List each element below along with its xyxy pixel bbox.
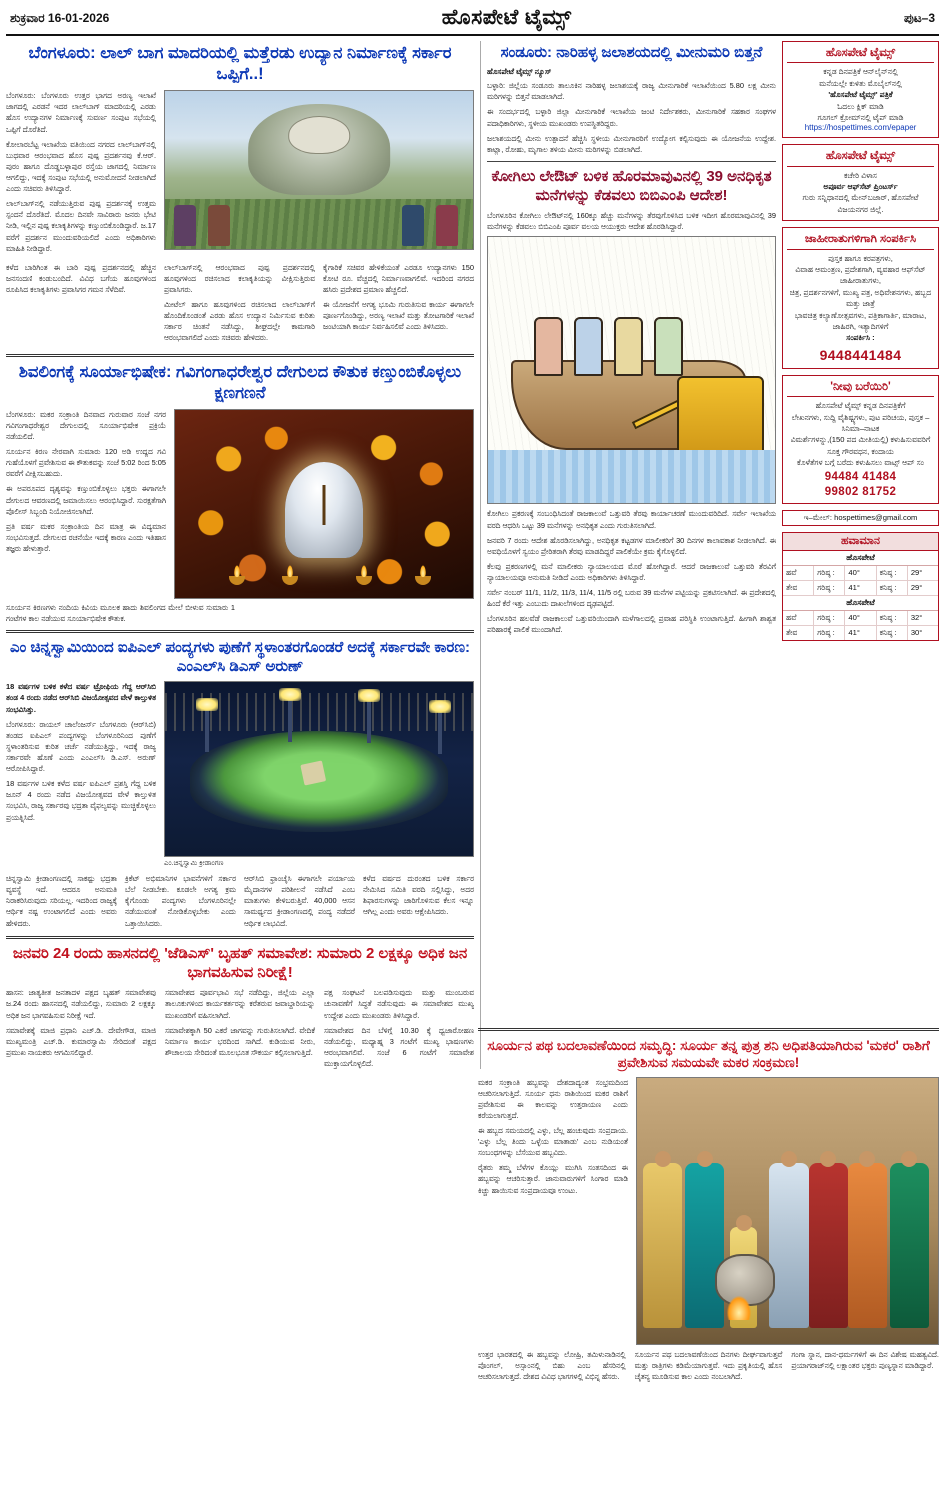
weather-row-min-value: 30° <box>910 628 923 638</box>
headline-ipl: ಎಂ ಚಿನ್ನಸ್ವಾಮಿಯಿಂದ ಐಪಿಎಲ್ ಪಂದ್ಯಗಳು ಪುಣೆಗೆ ಸ್ಥಳಾಂತರಗೊಂಡರೆ ಅದಕ್ಕೆ ಸರ್ಕಾರವೇ ಕಾರಣ: ಎಂಎಲ್‌ಸಿ ಡಿಎಸ್ ಅರುಣ್ <box>10 638 470 676</box>
ipl-p1: ಬೆಂಗಳೂರು: ರಾಯಲ್ ಚಾಲೆಂಜರ್ಸ್ ಬೆಂಗಳೂರು (ಆರ್‌ಸಿಬಿ) ತಂಡದ ಐಪಿಎಲ್ ಪಂದ್ಯಗಳನ್ನು ಬೆಂಗಳೂರಿನಿಂದ ಪುಣೆಗೆ ಸ್ಥಳಾಂತರಿಸುವ ಕುರಿತ ಚರ್ಚೆ ನಡೆಯುತ್ತಿದ್ದು, ಇದಕ್ಕೆ ರಾಜ್ಯ ಸರ್ಕಾರವೇ ಹೊಣೆ ಎಂದು ಎಂಎಲ್‌ಸಿ ಡಿ.ಎಸ್. ಅರುಣ್ ಆರೋಪಿಸಿದ್ದಾರೆ. <box>6 719 156 774</box>
lalbagh-text-col3 <box>323 262 474 348</box>
sankranti-p1: ಮಕರ ಸಂಕ್ರಾಂತಿ ಹಬ್ಬವನ್ನು ದೇಶದಾದ್ಯಂತ ಸಂಭ್ರಮದಿಂದ ಆಚರಿಸಲಾಗುತ್ತಿದೆ. ಸೂರ್ಯ ಧನು ರಾಶಿಯಿಂದ ಮಕರ ರಾಶಿಗೆ ಪ್ರವೇಶಿಸುವ ಈ ಕಾಲವನ್ನು ಉತ್ತರಾಯಣ ಎಂದು ಕರೆಯಲಾಗುತ್ತದೆ. <box>478 1077 628 1120</box>
headline-sankranti: ಸೂರ್ಯನ ಪಥ ಬದಲಾವಣೆಯಿಂದ ಸಮೃದ್ಧಿ: ಸೂರ್ಯ ತನ್ನ ಪುತ್ರ ಶನಿ ಅಧಿಪತಿಯಾಗಿರುವ 'ಮಕರ' ರಾಶಿಗೆ ಪ್ರವೇಶಿಸುವ ಸಮಯವೇ ಮಕರ ಸಂಕ್ರಮಣ! <box>487 1038 930 1071</box>
article-sanduru <box>487 43 776 155</box>
ad-epaper-line2: ಮನೆಯಲ್ಲೇ ಕುಳಿತು ಮೊಬೈಲ್‌ನಲ್ಲಿ <box>819 78 902 88</box>
shiva-p1: ಬೆಂಗಳೂರು: ಮಕರ ಸಂಕ್ರಾಂತಿ ದಿನವಾದ ಗುರುವಾರ ಸಂಜೆ ನಗರ ಗವಿಗಂಗಾಧರೇಶ್ವರ ದೇಗುಲದಲ್ಲಿ ಸೂರ್ಯಾಭಿಷೇಕ ಪ್ರಕ್ರಿಯೆ ನಡೆಯಲಿದೆ. <box>6 409 166 441</box>
weather-row <box>783 566 938 581</box>
ad-printers-l1: ಕಚೇರಿ ವಿಳಾಸ <box>844 170 877 180</box>
middle-column <box>480 41 776 1069</box>
sanduru-text <box>487 80 776 155</box>
ad-printers-l3: ಗುರು ಸನ್ನಿಧಾನದಲ್ಲಿ ಮೇನ್‌ಬಜಾರ್, ಹೊಸಪೇಟೆ <box>802 193 919 203</box>
jds-p6: ಸಮಾವೇಶದ ದಿನ ಬೆಳಿಗ್ಗೆ 10.30 ಕ್ಕೆ ಧ್ವಜಾರೋಹಣ ನಡೆಯಲಿದ್ದು, ಮಧ್ಯಾಹ್ನ 3 ಗಂಟೆಗೆ ಮುಖ್ಯ ಭಾಷಣಗಳು ಆರಂಭವಾಗಲಿವೆ. ಸಂಜೆ 6 ಗಂಟೆಗೆ ಸಮಾವೇಶ ಮುಕ್ತಾಯಗೊಳ್ಳಲಿದೆ. <box>324 1025 474 1068</box>
email-value[interactable]: hospettimes@gmail.com <box>834 513 918 523</box>
headline-kogilu: ಕೋಗಿಲು ಲೇಔಟ್ ಬಳಿಕ ಹೊರಮಾವುವಿನಲ್ಲಿ 39 ಅನಧಿಕೃತ ಮನೆಗಳನ್ನು ಕೆಡವಲು ಬಿಬಿಎಂಪಿ ಆದೇಶ! <box>491 167 772 205</box>
jds-p4: ಸಮಾವೇಶಕ್ಕಾಗಿ 50 ಎಕರೆ ಜಾಗವನ್ನು ಗುರುತಿಸಲಾಗಿದೆ. ವೇದಿಕೆ ನಿರ್ಮಾಣ ಕಾರ್ಯ ಭರದಿಂದ ಸಾಗಿದೆ. ಕುಡಿಯುವ ನೀರು, ಶೌಚಾಲಯ ಸೇರಿದಂತೆ ಮೂಲಭೂತ ಸೌಕರ್ಯ ಕಲ್ಪಿಸಲಾಗುತ್ತಿದೆ. <box>165 1025 315 1057</box>
weather-row-min-label: ಕನಿಷ್ಠ : <box>877 611 908 625</box>
shiva-p3: ಈ ಅಪರೂಪದ ದೃಶ್ಯವನ್ನು ಕಣ್ತುಂಬಿಕೊಳ್ಳಲು ಭಕ್ತರು ಈಗಾಗಲೇ ದೇಗುಲದ ಆವರಣದಲ್ಲಿ ಜಮಾಯಿಸಲು ಆರಂಭಿಸಿದ್ದಾರೆ. ಸುರಕ್ಷತೆಗಾಗಿ ಪೊಲೀಸ್ ಸಿಬ್ಬಂದಿ ನಿಯೋಜಿಸಲಾಗಿದೆ. <box>6 484 166 516</box>
photo-sankranti-family <box>636 1077 939 1345</box>
masthead-title: ಹೊಸಪೇಟೆ ಟೈಮ್ಸ್ <box>441 6 572 29</box>
lalbagh-caption: ಲಾಲ್‌ಬಾಗ್‌ನಲ್ಲಿ ಆರಂಭವಾದ ಪುಷ್ಪ ಪ್ರದರ್ಶನದಲ್ಲಿ ಹೂವುಗಳಿಂದ ರಚಿಸಲಾದ ಕಲಾಕೃತಿಯನ್ನು ವೀಕ್ಷಿಸುತ್ತಿರುವ ಪ್ರವಾಸಿಗರು. <box>164 262 315 294</box>
ad-printing-services[interactable] <box>782 227 939 369</box>
jds-p5: ಪಕ್ಷ ಸಂಘಟನೆ ಬಲಪಡಿಸುವುದು ಮತ್ತು ಮುಂಬರುವ ಚುನಾವಣೆಗೆ ಸಿದ್ಧತೆ ನಡೆಸುವುದು ಈ ಸಮಾವೇಶದ ಮುಖ್ಯ ಉದ್ದೇಶ ಎಂದು ಮುಖಂಡರು ತಿಳಿಸಿದ್ದಾರೆ. <box>324 988 474 1020</box>
ipl-p3: ಚಿನ್ನಸ್ವಾಮಿ ಕ್ರೀಡಾಂಗಣದಲ್ಲಿ ಸಾಕಷ್ಟು ಭದ್ರತಾ ವ್ಯವಸ್ಥೆ ಇದೆ. ಆದರೂ ಅನುಮತಿ ನಿರಾಕರಿಸಿರುವುದು ಸರಿಯಲ್ಲ. ಇದರಿಂದ ರಾಜ್ಯಕ್ಕೆ ಆರ್ಥಿಕ ನಷ್ಟ ಉಂಟಾಗಲಿದೆ ಎಂದು ಅವರು ಹೇಳಿದರು. <box>6 874 117 928</box>
ad-epaper-line1: ಕನ್ನಡ ದಿನಪತ್ರಿಕೆ ಆನ್‌ಲೈನ್‌ನಲ್ಲಿ <box>823 67 898 77</box>
weather-row-max-value: 40° <box>845 611 876 625</box>
sankranti-p2: ಈ ಹಬ್ಬದ ಸಮಯದಲ್ಲಿ ಎಳ್ಳು, ಬೆಲ್ಲ ಹಂಚುವುದು ಸಂಪ್ರದಾಯ. 'ಎಳ್ಳು ಬೆಲ್ಲ ತಿಂದು ಒಳ್ಳೆಯ ಮಾತಾಡು' ಎಂಬ ನುಡಿಯಂತೆ ಸಂಬಂಧಗಳನ್ನು ಬೆಸೆಯುವ ಹಬ್ಬವಿದು. <box>478 1125 628 1158</box>
shiva-caption: ಸೂರ್ಯನ ಕಿರಣಗಳು ನಂದಿಯ ಕಿವಿಯ ಮೂಲಕ ಹಾದು ಶಿವಲಿಂಗದ ಮೇಲೆ ಬೀಳುವ ಸುಮಾರು 1 ಗಂಟೆಗಳ ಕಾಲ ನಡೆಯುವ ಸೂರ್ಯಾಭಿಷೇಕ ಕೌತುಕ. <box>6 602 235 623</box>
weather-row-label: ಹವೆ <box>783 566 814 580</box>
email-label: ಇ–ಮೇಲ್: <box>803 513 832 523</box>
kogilu-p2: ಜನವರಿ 7 ರಂದು ಆದೇಶ ಹೊರಡಿಸಲಾಗಿದ್ದು, ಅನಧಿಕೃತ ಕಟ್ಟಡಗಳ ಮಾಲೀಕರಿಗೆ 30 ದಿನಗಳ ಕಾಲಾವಕಾಶ ನೀಡಲಾಗಿದೆ. ಈ ಅವಧಿಯೊಳಗೆ ಸ್ವಯಂ ಪ್ರೇರಿತರಾಗಿ ತೆರವು ಮಾಡದಿದ್ದರೆ ಪಾಲಿಕೆಯೇ ಕ್ರಮ ಕೈಗೊಳ್ಳಲಿದೆ. <box>487 535 776 556</box>
weather-row <box>783 581 938 596</box>
ipl-lead-col <box>6 681 156 869</box>
shiva-p2: ಸೂರ್ಯನ ಕಿರಣ ನೇರವಾಗಿ ಸುಮಾರು 120 ಅಡಿ ಉದ್ದದ ಗವಿ ಗುಹೆಯೊಳಗೆ ಪ್ರವೇಶಿಸುವ ಈ ಕೌತುಕವನ್ನು ಸಂಜೆ 5:02 ರಿಂದ 5:05 ರವರೆಗೆ ವೀಕ್ಷಿಸಬಹುದು. <box>6 447 166 479</box>
ad-epaper-line5: ಗೂಗಲ್ ಕ್ರೋಮ್‌ನಲ್ಲಿ ಟೈಪ್ ಮಾಡಿ <box>817 112 904 122</box>
weather-row <box>783 611 938 626</box>
shiva-text-col1 <box>6 409 166 599</box>
article-sankranti <box>478 1028 939 1498</box>
lalbagh-text-col1b <box>6 262 156 348</box>
lalbagh-p5: ಮೀಟೆಲ್ ಹಾಗೂ ಹೂವುಗಳಿಂದ ರಚಿಸಲಾದ ಲಾಲ್‌ಬಾಗ್‌ಗೆ ಹೊಂದಿಕೊಂಡಂತೆ ಎರಡು ಹೊಸ ಉದ್ಯಾನ ನಿರ್ಮಿಸುವ ಕುರಿತು ಸರ್ಕಾರ ಚಿಂತನೆ ನಡೆಸಿದ್ದು, ಶೀಘ್ರದಲ್ಲೇ ಕಾಮಗಾರಿ ಆರಂಭವಾಗಲಿದೆ ಎಂದು ಸಚಿವರು ಹೇಳಿದರು. <box>164 300 315 343</box>
weather-row-min-label: ಕನಿಷ್ಠ : <box>877 566 908 580</box>
kogilu-lead-p: ಬೆಂಗಳೂರಿನ ಕೋಗಿಲು ಲೇಔಟ್‌ನಲ್ಲಿ 160ಕ್ಕೂ ಹೆಚ್ಚು ಮನೆಗಳನ್ನು ತೆರವುಗೊಳಿಸಿದ ಬಳಿಕ ಇದೀಗ ಹೊರಮಾವುವಿನಲ್ಲಿ 39 ಮನೆಗಳನ್ನು ಕೆಡವಲು ಬಿಬಿಎಂಪಿ ಪೂರ್ವ ವಲಯ ಆಯುಕ್ತರು ಆದೇಶ ಹೊರಡಿಸಿದ್ದಾರೆ. <box>487 211 776 232</box>
photo-flower-show <box>164 90 474 250</box>
divider-2 <box>6 630 474 633</box>
divider-3 <box>6 936 474 939</box>
ad-writers-phone-2[interactable]: 99802 81752 <box>824 486 897 499</box>
jds-p1: ಹಾಸನ: ಜಾತ್ಯತೀತ ಜನತಾದಳ ಪಕ್ಷದ ಬೃಹತ್ ಸಮಾವೇಶವು ಜ.24 ರಂದು ಹಾಸನದಲ್ಲಿ ನಡೆಯಲಿದ್ದು, ಸುಮಾರು 2 ಲಕ್ಷಕ್ಕೂ ಅಧಿಕ ಜನ ಭಾಗವಹಿಸುವ ನಿರೀಕ್ಷೆ ಇದೆ. <box>6 988 156 1020</box>
weather-row-label: ತೇವ <box>783 581 814 595</box>
sankranti-text-columns <box>478 1349 939 1383</box>
ad-writers-l4: ಕೊಳೆತೆಗಳ ಬಗ್ಗೆ ಬರೆದು ಕಳುಹಿಸಲು ವಾಟ್ಸ್ ಆಪ್ ಸಂ <box>797 458 924 468</box>
ad-writers-l3: ವಿಮರ್ಶೆಗಳನ್ನು,(150 ಪದ ಮೀತಿಯಲ್ಲಿ) ಕಳುಹಿಸುವವರಿಗೆ ಸೂಕ್ತ ಗೌರವಧನ, ಕಂದಾಯ <box>790 435 931 456</box>
weather-row-label: ಹವೆ <box>783 611 814 625</box>
sanduru-p2: ಈ ಸಂದರ್ಭದಲ್ಲಿ ಬಳ್ಳಾರಿ ಜಿಲ್ಲಾ ಮೀನುಗಾರಿಕೆ ಇಲಾಖೆಯ ಜಂಟಿ ನಿರ್ದೇಶಕರು, ಮೀನುಗಾರಿಕೆ ಸಹಕಾರ ಸಂಘಗಳ ಪದಾಧಿಕಾರಿಗಳು, ಸ್ಥಳೀಯ ಮುಖಂಡರು ಉಪಸ್ಥಿತರಿದ್ದರು. <box>487 107 776 128</box>
masthead-page-number: ಪುಟ–3 <box>904 10 935 25</box>
photo-cartoon-illustration <box>487 236 776 504</box>
ad-printers-l4: ವಿಜಯನಗರ ಜಿಲ್ಲೆ. <box>837 204 884 214</box>
weather-row-max-label: ಗರಿಷ್ಠ : <box>814 566 845 580</box>
lalbagh-p1: ಬೆಂಗಳೂರು: ಬೆಂಗಳೂರು ಉತ್ತರ ಭಾಗದ ಅರಣ್ಯ ಇಲಾಖೆ ಜಾಗದಲ್ಲಿ ಎರಡನೆ ಇದರ ಲಾಲ್‌ಬಾಗ್ ಮಾದರಿಯಲ್ಲಿ ಎರಡು ಹೊಸ ಉದ್ಯಾನಗಳ ನಿರ್ಮಾಣಕ್ಕೆ ಸುವರ್ಣ ಸಂಪುಟ ಸಭೆಯಲ್ಲಿ ಒಪ್ಪಿಗೆ ದೊರೆತಿದೆ. <box>6 91 156 134</box>
sankranti-p4: ಉತ್ತರ ಭಾರತದಲ್ಲಿ ಈ ಹಬ್ಬವನ್ನು ಲೋಹ್ರಿ, ತಮಿಳುನಾಡಿನಲ್ಲಿ ಪೊಂಗಲ್, ಅಸ್ಸಾಂನಲ್ಲಿ ಬಿಹು ಎಂಬ ಹೆಸರಿನಲ್ಲಿ ಆಚರಿಸಲಾಗುತ್ತದೆ. ದೇಶದ ವಿವಿಧ ಭಾಗಗಳಲ್ಲಿ ವಿಭಿನ್ನ ಹೆಸರು. <box>478 1349 626 1381</box>
right-rail <box>782 41 939 1069</box>
sanduru-p3: ಜಲಾಶಯದಲ್ಲಿ ಮೀನು ಉತ್ಪಾದನೆ ಹೆಚ್ಚಿಸಿ ಸ್ಥಳೀಯ ಮೀನುಗಾರರಿಗೆ ಉದ್ಯೋಗ ಕಲ್ಪಿಸುವುದು ಈ ಯೋಜನೆಯ ಉದ್ದೇಶ. ಕಾಟ್ಲಾ, ರೋಹು, ಮೃಗಾಲ ತಳಿಯ ಮೀನು ಮರಿಗಳನ್ನು ಬಿಡಲಾಗಿದೆ. <box>487 133 776 154</box>
lalbagh-text-col1 <box>6 90 156 258</box>
weather-row-max-value: 40° <box>845 566 876 580</box>
article-lalbagh <box>6 43 474 348</box>
weather-row-min-value: 29° <box>910 583 923 593</box>
headline-jds: ಜನವರಿ 24 ರಂದು ಹಾಸನದಲ್ಲಿ 'ಜೆಡಿಎಸ್' ಬೃಹತ್ ಸಮಾವೇಶ: ಸುಮಾರು 2 ಲಕ್ಷಕ್ಕೂ ಅಧಿಕ ಜನ ಭಾಗವಹಿಸುವ ನಿರೀಕ್ಷೆ! <box>12 944 468 982</box>
lalbagh-p2: ಕೋಲಾರಬೆಟ್ಟ ಇಲಾಖೆಯ ವತಿಯಿಂದ ನಗರದ ಲಾಲ್‌ಬಾಗ್‌ನಲ್ಲಿ ಬುಧವಾರ ಆರಂಭವಾದ ಹೊಸ ಪುಷ್ಪ ಪ್ರದರ್ಶನವು ಕೆ.ಆರ್. ಪುರಂ ಹಾಗೂ ದೊಡ್ಡಬಳ್ಳಾಪುರ ರಸ್ತೆಯ ಜಾಗದಲ್ಲಿ ನಿರ್ಮಾಣ ಆಗಲಿದ್ದು, ಇದಕ್ಕೆ ಸಂಪುಟ ಸಭೆಯಲ್ಲಿ ಅನುಮೋದನೆ ನೀಡಲಾಗಿದೆ ಎಂದು ಸಚಿವರು ತಿಳಿಸಿದ್ದಾರೆ. <box>6 139 156 194</box>
weather-row-min-label: ಕನಿಷ್ಠ : <box>877 581 908 595</box>
ad-writers-title: 'ನೀವು ಬರೆಯಿರಿ' <box>787 380 934 397</box>
lalbagh-p7: ಈ ಯೋಜನೆಗೆ ಅಗತ್ಯ ಭೂಮಿ ಗುರುತಿಸುವ ಕಾರ್ಯ ಈಗಾಗಲೇ ಪೂರ್ಣಗೊಂಡಿದ್ದು, ಅರಣ್ಯ ಇಲಾಖೆ ಮತ್ತು ತೋಟಗಾರಿಕೆ ಇಲಾಖೆ ಜಂಟಿಯಾಗಿ ಕಾರ್ಯ ನಿರ್ವಹಿಸಲಿವೆ ಎಂದು ತಿಳಿಸಿದರು. <box>323 300 474 332</box>
headline-lalbagh: ಬೆಂಗಳೂರು: ಲಾಲ್ ಬಾಗ ಮಾದರಿಯಲ್ಲಿ ಮತ್ತೆರಡು ಉದ್ಯಾನ ನಿರ್ಮಾಣಕ್ಕೆ ಸರ್ಕಾರ ಒಪ್ಪಿಗೆ..! <box>28 44 452 84</box>
kogilu-p4: ಸರ್ವೇ ನಂಬರ್ 11/1, 11/2, 11/3, 11/4, 11/5 ರಲ್ಲಿ ಬರುವ 39 ಮನೆಗಳ ಪಟ್ಟಿಯನ್ನು ಪ್ರಕಟಿಸಲಾಗಿದೆ. ಈ ಪ್ರದೇಶದಲ್ಲಿ ಹಿಂದೆ ಕೆರೆ ಇತ್ತು ಎಂಬುದು ದಾಖಲೆಗಳಿಂದ ದೃಢಪಟ್ಟಿದೆ. <box>487 588 776 609</box>
sanduru-byline: ಹೊಸಪೇಟೆ ಟೈಮ್ಸ್ ನ್ಯೂಸ್ <box>487 67 552 77</box>
ipl-p5: ಆರ್‌ಸಿಬಿ ಫ್ರಾಂಚೈಸಿ ಈಗಾಗಲೇ ಪರ್ಯಾಯ ಮೈದಾನಗಳ ಪರಿಶೀಲನೆ ನಡೆಸಿದೆ ಎಂಬ ಮಾತುಗಳು ಕೇಳಿಬರುತ್ತಿವೆ. 40,000 ಆಸನ ಸಾಮರ್ಥ್ಯದ ಕ್ರೀಡಾಂಗಣದಲ್ಲಿ ಪಂದ್ಯ ನಡೆದರೆ ಆರ್ಥಿಕ ಲಾಭವಿದೆ. <box>244 874 355 928</box>
weather-row-min-label: ಕನಿಷ್ಠ : <box>877 626 908 640</box>
headline-sanduru: ಸಂಡೂರು: ನಾರಿಹಳ್ಳ ಜಲಾಶಯದಲ್ಲಿ ಮೀನುಮರಿ ಬಿತ್ತನೆ <box>500 44 763 61</box>
ad-writers-phone-1[interactable]: 94484 41484 <box>824 471 897 484</box>
lalbagh-p6: ಕೈಗಾರಿಕೆ ಸಚಿವರ ಹೇಳಿಕೆಯಂತೆ ಎರಡೂ ಉದ್ಯಾನಗಳು 150 ಕೋಟಿ ರೂ. ವೆಚ್ಚದಲ್ಲಿ ನಿರ್ಮಾಣವಾಗಲಿವೆ. ಇದರಿಂದ ನಗರದ ಹಸಿರು ಪ್ರದೇಶದ ಪ್ರಮಾಣ ಹೆಚ್ಚಲಿದೆ. <box>323 262 474 294</box>
kogilu-lead <box>487 210 776 232</box>
article-shiva <box>6 362 474 624</box>
ipl-p4: ಕ್ರಿಕೆಟ್ ಅಭಿಮಾನಿಗಳ ಭಾವನೆಗಳಿಗೆ ಸರ್ಕಾರ ಬೆಲೆ ನೀಡಬೇಕು. ಕೂಡಲೇ ಅಗತ್ಯ ಕ್ರಮ ಕೈಗೊಂಡು ಪಂದ್ಯಗಳು ಬೆಂಗಳೂರಿನಲ್ಲೇ ನಡೆಯುವಂತೆ ನೋಡಿಕೊಳ್ಳಬೇಕು ಎಂದು ಒತ್ತಾಯಿಸಿದರು. <box>125 874 236 928</box>
jds-text-columns <box>6 987 474 1069</box>
weather-place-1-name: ಹೊಸಪೇಟೆ <box>783 596 938 611</box>
lalbagh-p4: ಕಳೆದ ಬಾರಿಗಿಂತ ಈ ಬಾರಿ ಪುಷ್ಪ ಪ್ರದರ್ಶನದಲ್ಲಿ ಹೆಚ್ಚಿನ ಜನಸಂದಣಿ ಕಂಡುಬಂದಿದೆ. ವಿವಿಧ ಬಗೆಯ ಹೂವುಗಳಿಂದ ರೂಪಿಸಿದ ಕಲಾಕೃತಿಗಳು ಪ್ರವಾಸಿಗರ ಗಮನ ಸೆಳೆದಿವೆ. <box>6 262 156 294</box>
weather-widget <box>782 532 939 641</box>
ad-printers-l2: ಅಪೂರ್ವ ಆಫ್‌ಸೆಟ್ ಪ್ರಿಂಟರ್ಸ್ <box>823 182 898 192</box>
ipl-photo-caption: ಎಂ.ಚಿನ್ನಸ್ವಾಮಿ ಕ್ರೀಡಾಂಗಣ <box>164 860 224 868</box>
photo-chinnaswamy-stadium <box>164 681 474 857</box>
sankranti-p5: ಸೂರ್ಯನ ಪಥ ಬದಲಾವಣೆಯಿಂದ ದಿನಗಳು ದೀರ್ಘವಾಗುತ್ತವೆ ಮತ್ತು ರಾತ್ರಿಗಳು ಕಡಿಮೆಯಾಗುತ್ತವೆ. ಇದು ಪ್ರಕೃತಿಯಲ್ಲಿ ಹೊಸ ಚೈತನ್ಯ ಮೂಡಿಸುವ ಕಾಲ ಎಂದು ನಂಬಲಾಗಿದೆ. <box>634 1349 783 1381</box>
ad-printing-l2: ವಿವಾಹ ಆಮಂತ್ರಣ, ಪ್ರದೇಶಗಾಗಿ, ವ್ಯವಹಾರ ಆಫ್‌ಸೆಟ್ ಜಾಹೀರಾತುಗಳು, <box>795 265 926 286</box>
shiva-p4: ಪ್ರತಿ ವರ್ಷ ಮಕರ ಸಂಕ್ರಾಂತಿಯ ದಿನ ಮಾತ್ರ ಈ ವಿದ್ಯಮಾನ ಸಂಭವಿಸುತ್ತದೆ. ದೇಗುಲದ ರಚನೆಯೇ ಇದಕ್ಕೆ ಕಾರಣ ಎಂದು ಇತಿಹಾಸ ತಜ್ಞರು ಹೇಳುತ್ತಾರೆ. <box>6 521 166 553</box>
sankranti-p3: ರೈತರು ತಮ್ಮ ಬೆಳೆಗಳ ಕೊಯ್ಲು ಮುಗಿಸಿ ಸಂತಸದಿಂದ ಈ ಹಬ್ಬವನ್ನು ಆಚರಿಸುತ್ತಾರೆ. ಜಾನುವಾರುಗಳಿಗೆ ಸಿಂಗಾರ ಮಾಡಿ ಕಿಚ್ಚು ಹಾಯಿಸುವ ಸಂಪ್ರದಾಯವೂ ಉಂಟು. <box>478 1163 628 1195</box>
masthead-date: ಶುಕ್ರವಾರ 16-01-2026 <box>10 10 110 25</box>
divider-1 <box>6 354 474 357</box>
divider-4 <box>487 161 776 162</box>
weather-row-max-label: ಗರಿಷ್ಠ : <box>814 611 845 625</box>
jds-p2: ಸಮಾವೇಶಕ್ಕೆ ಮಾಜಿ ಪ್ರಧಾನಿ ಎಚ್.ಡಿ. ದೇವೇಗೌಡ, ಮಾಜಿ ಮುಖ್ಯಮಂತ್ರಿ ಎಚ್.ಡಿ. ಕುಮಾರಸ್ವಾಮಿ ಸೇರಿದಂತೆ ಪಕ್ಷದ ಪ್ರಮುಖ ನಾಯಕರು ಆಗಮಿಸಲಿದ್ದಾರೆ. <box>6 1025 156 1057</box>
lalbagh-p3: ಲಾಲ್‌ಬಾಗ್‌ನಲ್ಲಿ ನಡೆಯುತ್ತಿರುವ ಪುಷ್ಪ ಪ್ರದರ್ಶನಕ್ಕೆ ಉತ್ತಮ ಸ್ಪಂದನೆ ದೊರೆತಿದೆ. ಮೊದಲ ದಿನವೇ ಸಾವಿರಾರು ಜನರು ಭೇಟಿ ನೀಡಿ, ಇಲ್ಲಿನ ಪುಷ್ಪ ಕಲಾಕೃತಿಗಳನ್ನು ಕಣ್ತುಂಬಿಕೊಂಡಿದ್ದಾರೆ. ಜ.17 ವರೆಗೆ ಪ್ರದರ್ಶನ ಮುಂದುವರಿಯಲಿದೆ ಎಂದು ಅಧಿಕಾರಿಗಳು ಮಾಹಿತಿ ನೀಡಿದ್ದಾರೆ. <box>6 199 156 253</box>
ad-printing-contact-label: ಸಂಪರ್ಕಿಸಿ : <box>846 333 875 343</box>
ad-writers-l2: ಲೇಖನಗಳು, ಸುದ್ದಿ ವೈಶಿಷ್ಟ್ಯಗಳು, ಪುಟ ಪರಿಚಯ, ಪುಸ್ತಕ – ಸಿನಿಮಾ–ನಾಟಕ <box>791 412 930 433</box>
article-ipl <box>6 638 474 930</box>
ad-epaper-line3: 'ಹೊಸಪೇಟೆ ಟೈಮ್ಸ್' ಪತ್ರಿಕೆ <box>828 90 893 100</box>
ad-printing-l1: ಪುಸ್ತಕ ಹಾಗೂ ಕರಪತ್ರಗಳು, <box>828 253 893 263</box>
weather-row-max-value: 41° <box>845 626 876 640</box>
weather-row-label: ತೇವ <box>783 626 814 640</box>
weather-row-min-value: 32° <box>910 613 923 623</box>
sanduru-p1: ಬಳ್ಳಾರಿ: ಜಿಲ್ಲೆಯ ಸಂಡೂರು ತಾಲೂಕಿನ ನಾರಿಹಳ್ಳ ಜಲಾಶಯಕ್ಕೆ ರಾಜ್ಯ ಮೀನುಗಾರಿಕೆ ಇಲಾಖೆಯಿಂದ 5.80 ಲಕ್ಷ ಮೀನು ಮರಿಗಳನ್ನು ಬಿತ್ತನೆ ಮಾಡಲಾಗಿದೆ. <box>487 81 776 102</box>
weather-row-min-value: 29° <box>910 568 923 578</box>
ipl-p2: 18 ವರ್ಷಗಳ ಬಳಿಕ ಕಳೆದ ವರ್ಷ ಐಪಿಎಲ್ ಪ್ರಶಸ್ತಿ ಗೆದ್ದ ಬಳಿಕ ಜೂನ್ 4 ರಂದು ನಡೆದ ವಿಜಯೋತ್ಸವದ ವೇಳೆ ಕಾಲ್ತುಳಿತ ಸಂಭವಿಸಿ, ರಾಜ್ಯ ಸರ್ಕಾರವು ಭದ್ರತಾ ವೈಫಲ್ಯವನ್ನು ಮುಚ್ಚಿಕೊಳ್ಳಲು ಪ್ರಯತ್ನಿಸಿದೆ. <box>6 779 156 822</box>
ad-epaper-title: ಹೊಸಪೇಟೆ ಟೈಮ್ಸ್ <box>787 46 934 63</box>
sankranti-p6: ಗಂಗಾ ಸ್ನಾನ, ದಾನ-ಧರ್ಮಗಳಿಗೆ ಈ ದಿನ ವಿಶೇಷ ಮಹತ್ವವಿದೆ. ಪ್ರಯಾಗರಾಜ್‌ನಲ್ಲಿ ಲಕ್ಷಾಂತರ ಭಕ್ತರು ಪುಣ್ಯಸ್ನಾನ ಮಾಡಿದ್ದಾರೆ. <box>791 1349 939 1370</box>
weather-row-max-label: ಗರಿಷ್ಠ : <box>814 626 845 640</box>
ipl-text-columns <box>6 873 474 930</box>
left-column <box>6 41 474 1069</box>
jds-p3: ಸಮಾವೇಶದ ಪೂರ್ವಭಾವಿ ಸಭೆ ನಡೆದಿದ್ದು, ಜಿಲ್ಲೆಯ ಎಲ್ಲಾ ತಾಲೂಕುಗಳಿಂದ ಕಾರ್ಯಕರ್ತರನ್ನು ಕರೆತರುವ ಜವಾಬ್ದಾರಿಯನ್ನು ಮುಖಂಡರಿಗೆ ವಹಿಸಲಾಗಿದೆ. <box>165 988 315 1020</box>
ad-epaper-link[interactable]: https://hospettimes.com/epaper <box>804 123 917 133</box>
kogilu-p1: ಕೋಗಿಲು ಪ್ರಕರಣಕ್ಕೆ ಸಂಬಂಧಿಸಿದಂತೆ ರಾಜಕಾಲುವೆ ಒತ್ತುವರಿ ತೆರವು ಕಾರ್ಯಾಚರಣೆ ಮುಂದುವರಿದಿದೆ. ಸರ್ವೇ ಇಲಾಖೆಯ ವರದಿ ಆಧರಿಸಿ ಒಟ್ಟು 39 ಮನೆಗಳನ್ನು ಅನಧಿಕೃತ ಎಂದು ಗುರುತಿಸಲಾಗಿದೆ. <box>487 509 776 530</box>
ipl-p6: ಕಳೆದ ವರ್ಷದ ದುರಂತದ ಬಳಿಕ ಸರ್ಕಾರ ನೇಮಿಸಿದ ಸಮಿತಿ ವರದಿ ಸಲ್ಲಿಸಿದ್ದು, ಅದರ ಶಿಫಾರಸುಗಳನ್ನು ಜಾರಿಗೊಳಿಸುವ ಕೆಲಸ ಇನ್ನೂ ಆಗಿಲ್ಲ ಎಂದು ಅವರು ಆಕ್ಷೇಪಿಸಿದರು. <box>363 874 474 917</box>
ad-printing-title: ಜಾಹೀರಾತುಗಳಿಗಾಗಿ ಸಂಪರ್ಕಿಸಿ <box>787 232 934 249</box>
kogilu-p3: ಕೆಲವು ಪ್ರಕರಣಗಳಲ್ಲಿ ಮನೆ ಮಾಲೀಕರು ನ್ಯಾಯಾಲಯದ ಮೊರೆ ಹೋಗಿದ್ದಾರೆ. ಆದರೆ ರಾಜಕಾಲುವೆ ಒತ್ತುವರಿ ತೆರವಿಗೆ ನ್ಯಾಯಾಲಯವೂ ಅನುಮತಿ ನೀಡಿದೆ ಎಂದು ಅಧಿಕಾರಿಗಳು ತಿಳಿಸಿದ್ದಾರೆ. <box>487 561 776 582</box>
ad-printing-phone[interactable]: 9448441484 <box>819 346 902 363</box>
headline-shiva: ಶಿವಲಿಂಗಕ್ಕೆ ಸೂರ್ಯಾಭಿಷೇಕ: ಗವಿಗಂಗಾಧರೇಶ್ವರ ದೇಗುಲದ ಕೌತುಕ ಕಣ್ತುಂಬಿಕೊಳ್ಳಲು ಕ್ಷಣಗಣನೆ <box>18 362 462 402</box>
weather-title: ಹವಾಮಾನ <box>783 533 938 551</box>
ad-writers-email-row[interactable] <box>782 510 939 526</box>
ad-epaper-line4: ಓದಲು ಕ್ಲಿಕ್ ಮಾಡಿ <box>837 101 884 111</box>
page-body-grid <box>6 41 939 1069</box>
ad-printing-l4: ಭಾವಚಿತ್ರ ಕಲ್ಯಾಣೋತ್ಸವಗಳು, ಪತ್ರಿಕಾಗಾರ್ತಿ, ಮಾರಾಟ, ಜಾಹಿರಗಿ, ಇತ್ಯಾದಿಗಳಿಗೆ <box>794 310 927 331</box>
ad-printing-l3: ಚಿತ್ರ, ಪ್ರದರ್ಶನಗಳಿಗೆ, ಮುಖ್ಯ ಪತ್ರ, ಅಧಿವೇಶನಗಳು, ಹಬ್ಬದ ಮತ್ತು ಜಾತ್ರೆ <box>789 287 932 309</box>
photo-shivalinga <box>174 409 474 599</box>
ad-writers-l1: ಹೊಸಪೇಟೆ ಟೈಮ್ಸ್ ಕನ್ನಡ ದಿನಪತ್ರಿಕೆಗೆ <box>815 401 906 411</box>
weather-row-max-value: 41° <box>845 581 876 595</box>
masthead <box>6 4 939 36</box>
ad-printers-title: ಹೊಸಪೇಟೆ ಟೈಮ್ಸ್ <box>787 149 934 166</box>
ad-printers[interactable] <box>782 144 939 221</box>
kogilu-p5: ಬೆಂಗಳೂರಿನ ಹಲವೆಡೆ ರಾಜಕಾಲುವೆ ಒತ್ತುವರಿಯಿಂದಾಗಿ ಮಳೆಗಾಲದಲ್ಲಿ ಪ್ರವಾಹ ಪರಿಸ್ಥಿತಿ ಉಂಟಾಗುತ್ತಿದೆ. ಹೀಗಾಗಿ ಶಾಶ್ವತ ಪರಿಹಾರಕ್ಕೆ ಪಾಲಿಕೆ ಮುಂದಾಗಿದೆ. <box>487 614 776 635</box>
kogilu-text-1 <box>487 508 776 635</box>
ad-writers-invite[interactable] <box>782 375 939 505</box>
weather-place-0-name: ಹೊಸಪೇಟೆ <box>783 551 938 566</box>
ad-epaper[interactable] <box>782 41 939 138</box>
weather-row-max-label: ಗರಿಷ್ಠ : <box>814 581 845 595</box>
sankranti-text-col1 <box>478 1077 628 1345</box>
shiva-caption-block <box>6 602 474 624</box>
article-kogilu <box>487 167 776 636</box>
lalbagh-text-col2 <box>164 262 315 348</box>
ipl-lead: 18 ವರ್ಷಗಳ ಬಳಿಕ ಕಳೆದ ವರ್ಷ ಟ್ರೋಫಿಯ ಗೆದ್ದ ಆರ್‌ಸಿಬಿ ತಂಡ 4 ರಂದು ನಡೆದ ಆರ್‌ಸಿಬಿ ವಿಜಯೋತ್ಸವದ ವೇಳೆ ಕಾಲ್ತುಳಿತ ಸಂಭವಿಸಿತ್ತು. <box>6 682 156 714</box>
weather-row <box>783 626 938 640</box>
article-jds <box>6 944 474 1069</box>
